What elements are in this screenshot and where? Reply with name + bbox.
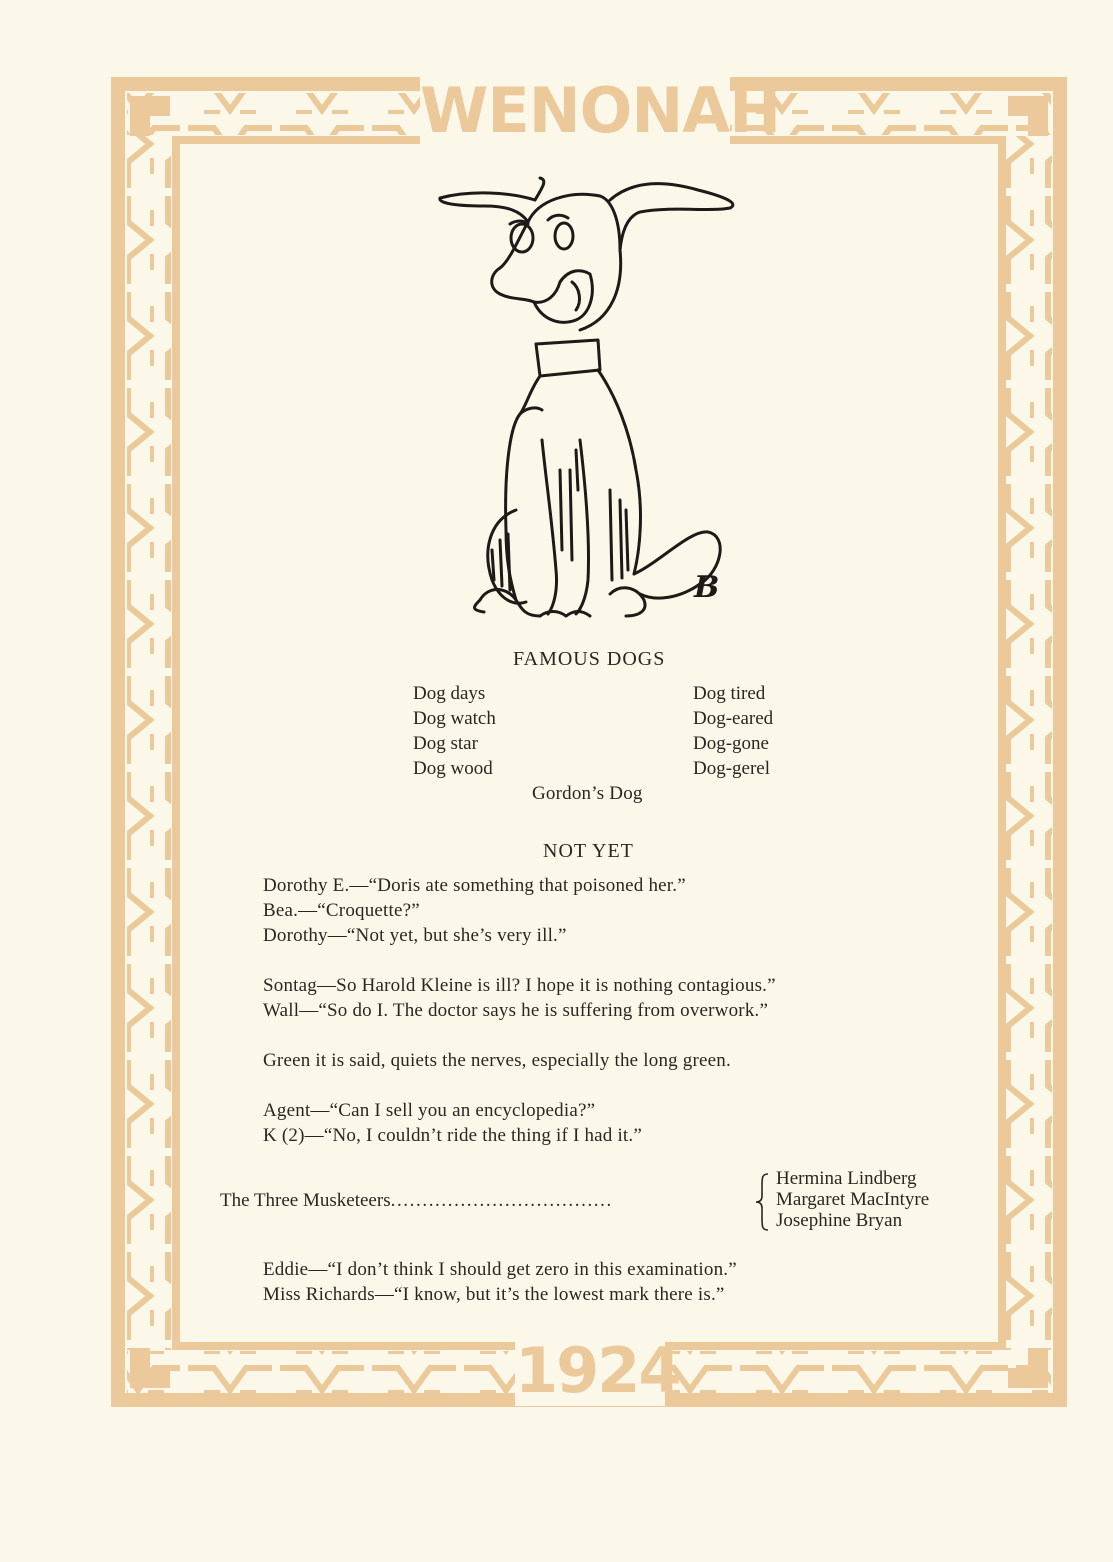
list-item: Hermina Lindberg [776, 1168, 917, 1189]
list-item: Margaret MacIntyre [776, 1189, 930, 1210]
dialogue-line: Agent—“Can I sell you an encyclopedia?” [263, 1100, 596, 1121]
list-item: Dog-eared [693, 708, 774, 729]
joke-line: Green it is said, quiets the nerves, especially the long green. [263, 1050, 731, 1071]
dialogue-line: Miss Richards—“I know, but it’s the lowest mark there is.” [263, 1284, 725, 1305]
dialogue-line: Dorothy—“Not yet, but she’s very ill.” [263, 925, 567, 946]
dialogue-line: Wall—“So do I. The doctor says he is suffering from overwork.” [263, 1000, 769, 1021]
brace-icon [754, 1172, 774, 1232]
artist-signature: B [694, 570, 720, 605]
list-item: Dog days [413, 683, 486, 704]
musketeers-title: The Three Musketeers [220, 1190, 391, 1211]
famous-dogs-right-column [693, 681, 773, 781]
list-item: Dog-gone [693, 733, 769, 754]
musketeers-names [776, 1168, 929, 1231]
famous-dogs-footer: Gordon’s Dog [532, 783, 643, 804]
dialogue-line: Bea.—“Croquette?” [263, 900, 420, 921]
list-item: Dog tired [693, 683, 766, 704]
list-item: Josephine Bryan [776, 1210, 903, 1231]
dialogue-line: K (2)—“No, I couldn’t ride the thing if I had it.” [263, 1125, 642, 1146]
list-item: Dog star [413, 733, 478, 754]
dialogue-line: Eddie—“I don’t think I should get zero in this examination.” [263, 1259, 737, 1280]
list-item: Dog watch [413, 708, 496, 729]
famous-dogs-title: FAMOUS DOGS [513, 648, 666, 670]
musketeers-label [220, 1190, 613, 1212]
not-yet-title: NOT YET [543, 840, 634, 862]
dialogue-line: Dorothy E.—“Doris ate something that poisoned her.” [263, 875, 686, 896]
masthead-title: WENONAH [420, 74, 781, 147]
year-mark: 1924 [515, 1334, 680, 1407]
dot-leader: ................................... [390, 1190, 613, 1211]
list-item: Dog-gerel [693, 758, 771, 779]
list-item: Dog wood [413, 758, 493, 779]
dialogue-line: Sontag—So Harold Kleine is ill? I hope it is nothing contagious.” [263, 975, 776, 996]
famous-dogs-left-column [413, 681, 496, 781]
cartoon-dog-icon [430, 170, 750, 630]
